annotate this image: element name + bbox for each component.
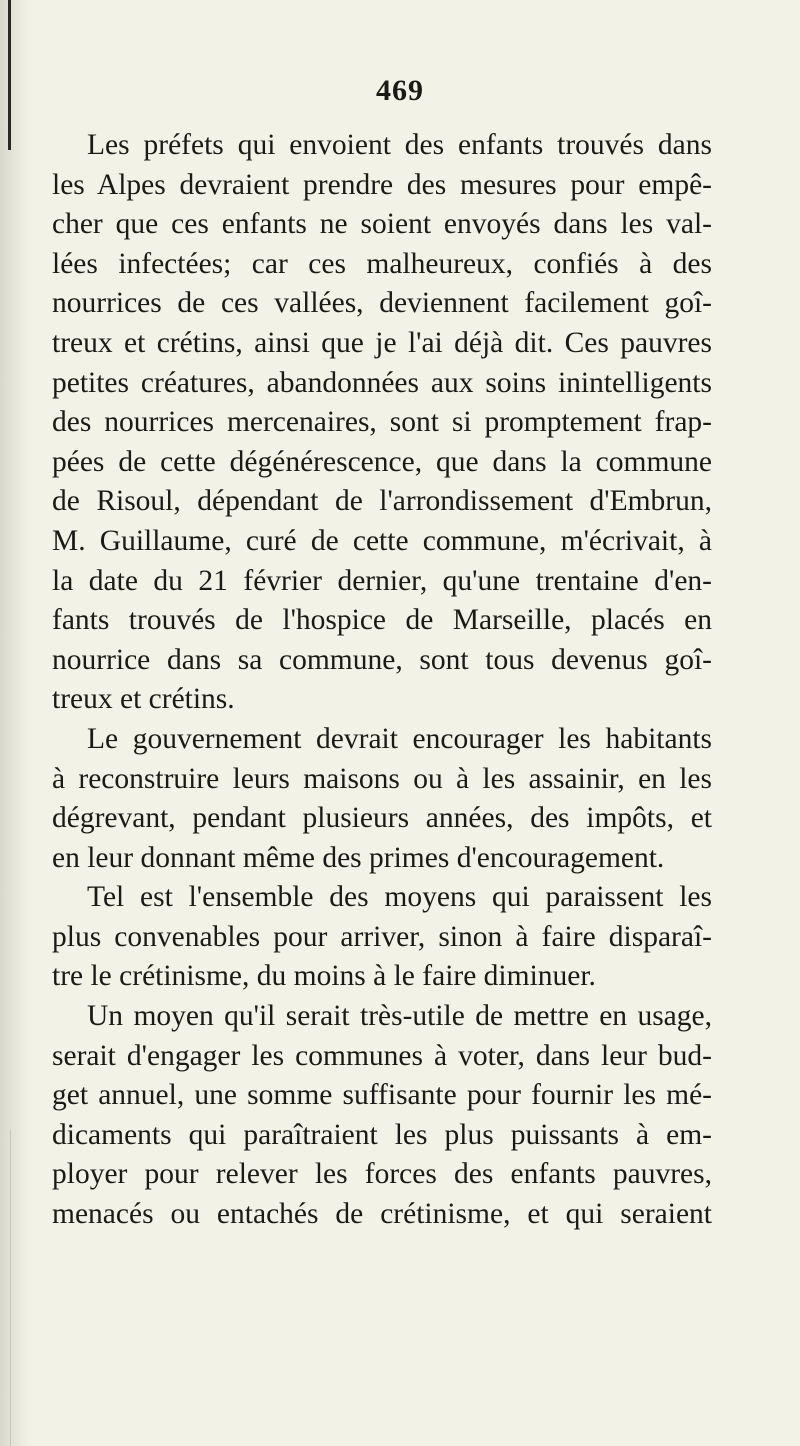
text-line: pées de cette dégénérescence, que dans la commune — [52, 445, 712, 478]
text-line: la date du 21 février dernier, qu'une trentaine d'en- — [52, 564, 712, 597]
text-line: plus convenables pour arriver, sinon à faire disparaî- — [52, 920, 712, 953]
text-line: dégrevant, pendant plusieurs années, des impôts, et — [52, 802, 712, 835]
text-line: lées infectées; car ces malheureux, confiés à des — [52, 247, 712, 280]
text-line: treux et crétins, ainsi que je l'ai déjà dit. Ces pauvres — [52, 326, 712, 359]
page-number: 469 — [376, 74, 424, 107]
text-line: les Alpes devraient prendre des mesures pour empê- — [52, 168, 712, 201]
text-line: des nourrices mercenaires, sont si promptement frap- — [52, 406, 712, 439]
text-line: Les préfets qui envoient des enfants trouvés dans — [87, 129, 712, 161]
text-line: à reconstruire leurs maisons ou à les assainir, en les — [52, 762, 712, 795]
text-line: Un moyen qu'il serait très-utile de mettre en usage, — [87, 1000, 712, 1033]
text-line: ployer pour relever les forces des enfants pauvres, — [52, 1158, 712, 1191]
text-line: nourrices de ces vallées, deviennent facilement goî- — [52, 287, 712, 320]
text-line: Le gouvernement devrait encourager les habitants — [87, 722, 712, 755]
text-line: tre le crétinisme, du moins à le faire diminuer. — [52, 960, 596, 993]
text-line: treux et crétins. — [52, 683, 235, 716]
text-line: de Risoul, dépendant de l'arrondissement d'Embrun, — [52, 485, 712, 518]
text-line: serait d'engager les communes à voter, dans leur bud- — [52, 1039, 712, 1072]
page-gutter-shadow — [0, 0, 30, 1446]
binding-edge-lower — [10, 1130, 11, 1446]
text-line: cher que ces enfants ne soient envoyés dans les val- — [52, 208, 712, 241]
text-line: dicaments qui paraîtraient les plus puissants à em- — [52, 1118, 712, 1151]
text-line: fants trouvés de l'hospice de Marseille, placés en — [52, 604, 712, 637]
text-line: nourrice dans sa commune, sont tous devenus goî- — [52, 643, 712, 676]
text-line: en leur donnant même des primes d'encouragement. — [52, 841, 665, 874]
text-line: petites créatures, abandonnées aux soins inintelligents — [52, 366, 712, 399]
text-line: M. Guillaume, curé de cette commune, m'écrivait, à — [52, 524, 712, 557]
page-body — [52, 126, 712, 1235]
text-line: menacés ou entachés de crétinisme, et qui seraient — [52, 1198, 712, 1231]
text-line: Tel est l'ensemble des moyens qui paraissent les — [87, 881, 712, 914]
text-line: get annuel, une somme suffisante pour fournir les mé- — [52, 1079, 712, 1112]
